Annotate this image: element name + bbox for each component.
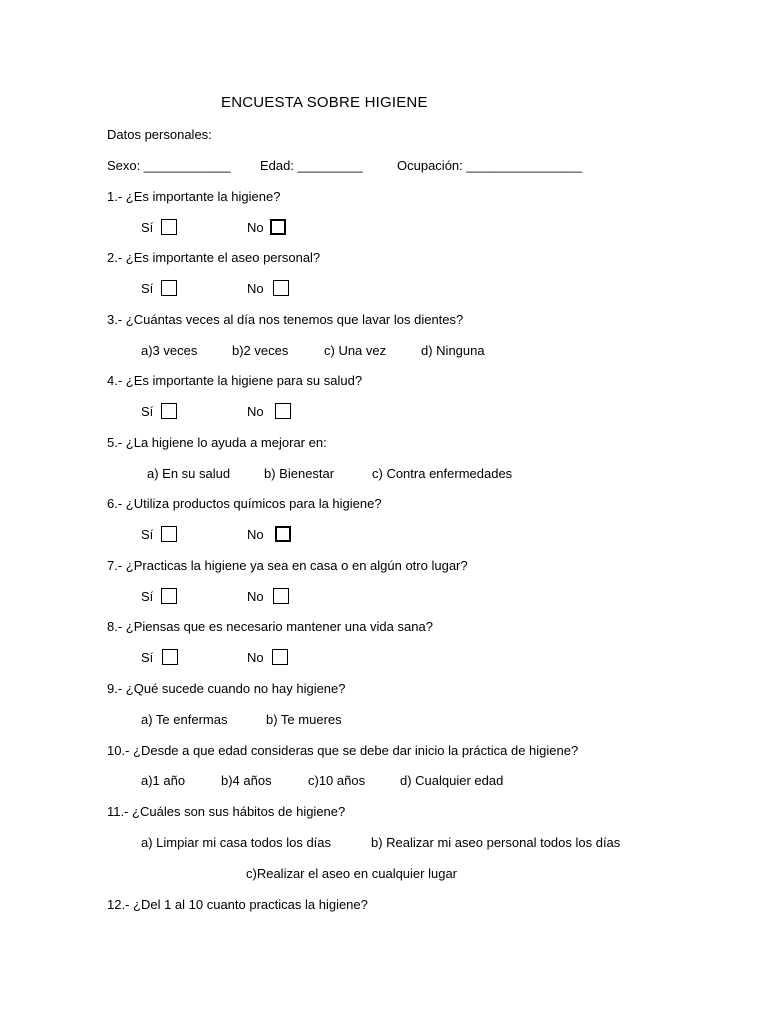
question-3: 3.- ¿Cuántas veces al día nos tenemos que lavar los dientes? — [107, 312, 464, 327]
occupation-field[interactable]: Ocupación: ________________ — [397, 158, 583, 173]
q11-option-c[interactable]: c)Realizar el aseo en cualquier lugar — [246, 866, 458, 881]
no-label: No — [247, 589, 264, 604]
q3-option-b[interactable]: b)2 veces — [232, 343, 289, 358]
q5-option-b[interactable]: b) Bienestar — [264, 466, 335, 481]
yes-label: Sí — [141, 220, 154, 235]
no-label: No — [247, 220, 264, 235]
q11-option-a[interactable]: a) Limpiar mi casa todos los días — [141, 835, 332, 850]
question-10: 10.- ¿Desde a que edad consideras que se debe dar inicio la práctica de higiene? — [107, 743, 579, 758]
yes-label: Sí — [141, 527, 154, 542]
q3-option-c[interactable]: c) Una vez — [324, 343, 387, 358]
q10-option-b[interactable]: b)4 años — [221, 773, 272, 788]
question-8: 8.- ¿Piensas que es necesario mantener una vida sana? — [107, 619, 433, 634]
q6-no-checkbox[interactable] — [275, 526, 291, 542]
q9-option-a[interactable]: a) Te enfermas — [141, 712, 228, 727]
q6-yes-checkbox[interactable] — [161, 526, 177, 542]
q3-option-a[interactable]: a)3 veces — [141, 343, 198, 358]
no-label: No — [247, 650, 264, 665]
yes-label: Sí — [141, 404, 154, 419]
q10-option-c[interactable]: c)10 años — [308, 773, 366, 788]
yes-label: Sí — [141, 589, 154, 604]
no-label: No — [247, 404, 264, 419]
q1-yes-checkbox[interactable] — [161, 219, 177, 235]
q5-option-a[interactable]: a) En su salud — [147, 466, 231, 481]
q8-no-checkbox[interactable] — [272, 649, 288, 665]
page-title: ENCUESTA SOBRE HIGIENE — [221, 94, 428, 111]
sex-field[interactable]: Sexo: ____________ — [107, 158, 231, 173]
no-label: No — [247, 281, 264, 296]
question-6: 6.- ¿Utiliza productos químicos para la higiene? — [107, 496, 382, 511]
personal-data-heading: Datos personales: — [107, 127, 212, 142]
question-2: 2.- ¿Es importante el aseo personal? — [107, 250, 321, 265]
age-field[interactable]: Edad: _________ — [260, 158, 363, 173]
q2-no-checkbox[interactable] — [273, 280, 289, 296]
q3-option-d[interactable]: d) Ninguna — [421, 343, 485, 358]
q2-yes-checkbox[interactable] — [161, 280, 177, 296]
question-4: 4.- ¿Es importante la higiene para su salud? — [107, 373, 363, 388]
question-1: 1.- ¿Es importante la higiene? — [107, 189, 281, 204]
yes-label: Sí — [141, 281, 154, 296]
question-7: 7.- ¿Practicas la higiene ya sea en casa o en algún otro lugar? — [107, 558, 468, 573]
no-label: No — [247, 527, 264, 542]
question-11: 11.- ¿Cuáles son sus hábitos de higiene? — [107, 804, 346, 819]
q7-no-checkbox[interactable] — [273, 588, 289, 604]
question-12: 12.- ¿Del 1 al 10 cuanto practicas la higiene? — [107, 897, 368, 912]
q9-option-b[interactable]: b) Te mueres — [266, 712, 342, 727]
q11-option-b[interactable]: b) Realizar mi aseo personal todos los días — [371, 835, 621, 850]
question-9: 9.- ¿Qué sucede cuando no hay higiene? — [107, 681, 346, 696]
q10-option-d[interactable]: d) Cualquier edad — [400, 773, 504, 788]
q10-option-a[interactable]: a)1 año — [141, 773, 186, 788]
q8-yes-checkbox[interactable] — [162, 649, 178, 665]
q1-no-checkbox[interactable] — [270, 219, 286, 235]
q7-yes-checkbox[interactable] — [161, 588, 177, 604]
q4-yes-checkbox[interactable] — [161, 403, 177, 419]
q5-option-c[interactable]: c) Contra enfermedades — [372, 466, 513, 481]
yes-label: Sí — [141, 650, 154, 665]
question-5: 5.- ¿La higiene lo ayuda a mejorar en: — [107, 435, 327, 450]
q4-no-checkbox[interactable] — [275, 403, 291, 419]
